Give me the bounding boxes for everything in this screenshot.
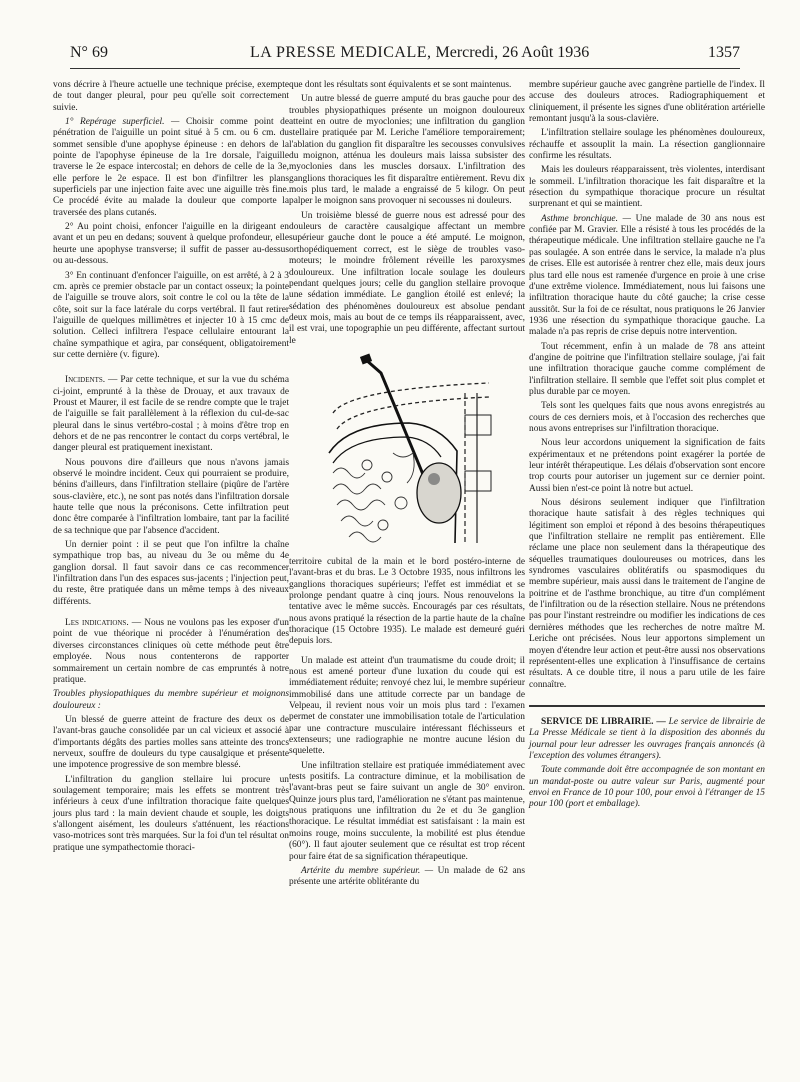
paragraph: membre supérieur gauche avec gangrène partielle de l'index. Il accuse des douleurs atroces. Radiographiquement et cliniquement, il présente les signes d'une oblitération artérielle remontant jusqu'à la sous-clavière. (529, 80, 765, 125)
paragraph: Un blessé de guerre atteint de fracture des deux os de l'avant-bras gauche consolidée par un cal vicieux et associé à d'importants dégâts des parties molles sans atteinte des troncs nerveux, souffre de douleurs du type causalgique et présente une impotence progressive de son membre blessé. (53, 714, 289, 771)
notice-paragraph: Toute commande doit être accompagnée de son montant en un mandat-poste ou autre valeur sur Paris, augmenté pour envoi en France de 10 pour 100, pour envoi à l'étranger de 15 pour 100 (port et emballage). (529, 765, 765, 810)
paragraph (53, 618, 289, 686)
paragraph: Nous leur accordons uniquement la signification de faits expérimentaux et ne prétendons point exagérer la portée de leur intérêt thérapeutique. Les délais d'observation sont encore trop courts pour autoriser un jugement sur ce dernier point. Aussi bien n'est-ce point là notre but actuel. (529, 438, 765, 494)
paragraph-lead: Asthme bronchique. — (541, 213, 631, 224)
paragraph: Mais les douleurs réapparaissent, très violentes, interdisant le sommeil. L'infiltration thoracique les fait disparaître et la résection du sympathique thoracique procure un résultat surprenant et qui se maintient. (529, 165, 765, 210)
paragraph (529, 214, 765, 339)
paragraph (53, 117, 289, 219)
paragraph-text: Un malade de 62 ans présente une artérite oblitérante du (289, 865, 525, 888)
section-lead-incidents: Incidents. — (65, 375, 118, 386)
column-right (529, 80, 765, 814)
lung-texture (333, 453, 414, 542)
paragraph: Un dernier point : il se peut que l'on infiltre la chaîne sympathique trop bas, au niveau du 3e ou même du 4e ganglion dorsal. Il faut savoir dans ce cas recommencer l'infiltration dans l'un des espaces sus-jacents ; l'injection peut, du reste, être pratiquée dans un même temps à des niveaux différents. (53, 540, 289, 607)
paragraph-lead: Artérite du membre supérieur. — (301, 865, 434, 876)
transverse-process (465, 471, 491, 491)
paragraph-text: Une malade de 30 ans nous est confiée par M. Gravier. Elle a résisté à tous les procédés de la thérapeutique médicale. Une infiltration stellaire gauche ne l'a pas soulagée. A son entrée dans le service, la malade n'a plus de crises. Elle est autorisée à rentrer chez elle, mais deux jours plus tard elle nous est ramenée d'urgence en proie à une crise d'une extrême violence. Immédiatement, nous lui faisons une infiltration thoracique haute du côté gauche; la crise cesse aussitôt. Sur la foi de ce résultat, nous pratiquons le 26 Janvier 1936 une résection du sympathique thoracique gauche. La malade n'a pas repris de crise depuis notre intervention. (529, 213, 765, 338)
paragraph-text: Choisir comme point de pénétration de l'aiguille un point situé à 5 cm. ou 6 cm. du sommet sensible d'une apophyse épineuse : en dehors de la pointe de l'apophyse épineuse de la 1re dorsale, l'aiguille traverse le 2e espace intercostal; en dehors de celle de la 3e, elle perfore le 2e espace. Il est bon d'infiltrer les plans superficiels par une injection faite avec une aiguille très fine. Ce procédé évite au malade la douleur que comporte la traversée des plans cutanés. (53, 117, 289, 218)
anatomical-figure (289, 353, 525, 551)
page-number: 1357 (708, 44, 740, 61)
journal-title (250, 44, 589, 62)
issue-number: N° 69 (70, 44, 108, 61)
paragraph: Une infiltration stellaire est pratiquée immédiatement avec tests positifs. La contracture diminue, et la mobilisation de l'avant-bras peut se faire suivant un angle de 30° environ. Quinze jours plus tard, l'amélioration ne s'étant pas maintenue, nous pratiquons une infiltration du 2e et du 3e ganglion thoracique. Le résultat immédiat est satisfaisant : la main est moins rouge, moins succulente, la mobilité est plus étendue (60°). Il faut ajouter seulement que ce résultat est trop récent pour faire état de sa signification thérapeutique. (289, 760, 525, 862)
bookshop-notice (529, 705, 765, 811)
paragraph: Un troisième blessé de guerre nous est adressé pour des douleurs de caractère causalgique affectant un membre supérieur gauche dont le pouce a été amputé. Le moignon, orthopédiquement correct, est le siège de troubles vaso-moteurs; le moindre frôlement réveille les paroxysmes douloureux. Une infiltration locale soulage les douleurs pendant quelques jours; celle du ganglion stellaire provoque une sédation immédiate. Le ganglion étoilé est enlevé; la sédation des phénomènes douloureux est absolue pendant deux mois, mais au bout de ce temps ils réapparaissent, avec, il est vrai, une topographie un peu différente, affectant surtout le (289, 210, 525, 346)
paragraph: Nous désirons seulement indiquer que l'infiltration thoracique haute satisfait à des règles techniques qui légitiment son emploi et répond à des besoins thérapeutiques que l'infiltration stellaire ne remplit pas entièrement. Elle réclame une place non seulement dans la thérapeutique des séquelles traumatiques douloureuses ou motrices, dans les syndromes vasculaires oblitératifs ou spasmodiques du membre supérieur, mais aussi dans le traitement de l'angine de poitrine et de l'asthme bronchique, au titre d'un complément de l'infiltration ou de la résection stellaire. Nous ne prétendons pas pour l'instant restreindre ou modifier les indications de ces dernières méthodes que les recherches de notre maître M. Leriche ont précisées. Nous leur apportons simplement un moyen d'étendre leur action et peut-être aussi nos observations représentent-elles une explication à l'insuffisance de certains résultats. A ce double titre, il nous a paru utile de les faire connaître. (529, 498, 765, 690)
paragraph: que dont les résultats sont équivalents et se sont maintenus. (289, 80, 512, 90)
paragraph: Un malade est atteint d'un traumatisme du coude droit; il nous est amené porteur d'une luxation du coude qui est immédiatement réduite; renvoyé chez lui, le membre supérieur immobilisé dans une attitude correcte par un bandage de Velpeau, il revient nous voir un mois plus tard : l'examen permet de constater une immobilisation totale de l'articulation par une contracture musculaire intéressant fléchisseurs et extenseurs; une radiographie ne montre aucune lésion du squelette. (289, 655, 525, 757)
paragraph: 3° En continuant d'enfoncer l'aiguille, on est arrêté, à 2 à 3 cm. après ce premier obstacle par un contact osseux; la pointe de l'aiguille se trouve alors, soit contre le col ou la tête de la côte, soit sur la face latérale du corps vertébral. Il faut retirer l'aiguille de quelques millimètres et injecter 10 à 15 cmc de solution. Celleci infiltrera l'espace cellulaire entourant la chaîne sympathique et agira, par conséquent, obligatoirement sur cette dernière (v. figure). (53, 270, 289, 360)
notice-title: SERVICE DE LIBRAIRIE. — (541, 716, 666, 727)
section-lead-indications: Les indications. — (65, 618, 142, 629)
paragraph: L'infiltration stellaire soulage les phénomènes douloureux, réchauffe et assouplit la main. La résection ganglionnaire confirme les résultats. (529, 128, 765, 162)
column-middle (289, 80, 525, 892)
vertebral-body (417, 463, 461, 523)
transverse-process (465, 415, 491, 435)
paragraph: Tels sont les quelques faits que nous avons enregistrés au cours de ces derniers mois, et à l'occasion des recherches que nous avons entreprises sur l'infiltration thoracique. (529, 401, 765, 434)
paragraph (289, 866, 525, 889)
column-left (53, 80, 289, 857)
paragraph: Nous pouvons dire d'ailleurs que nous n'avons jamais observé le moindre incident. Ceux qui pourraient se produire, bénins d'ailleurs, dans l'infiltration stellaire (piqûre de l'artère sous-clavière, etc.), ne sont pas notés dans l'infiltration dorsale haute telle que nous la préconisons. Cette infiltration peut donc être comparée à l'infiltration lombaire, tant par la facilité de sa technique que par l'absence d'accident. (53, 457, 289, 536)
notice-text: Le service de librairie de La Presse Médicale se tient à la disposition des abonnés du journal pour leur adresser les ouvrages français annoncés (à l'exception des volumes étrangers). (529, 716, 766, 761)
rib-contour (333, 437, 441, 463)
notice-paragraph (529, 717, 765, 762)
paragraph: vons décrire à l'heure actuelle une technique précise, exempte de tout danger pleural, pour peu qu'elle soit correctement suivie. (53, 80, 289, 113)
paragraph-lead: 1° Repérage superficiel. — (65, 117, 180, 128)
section-subheading: Troubles physiopathiques du membre supérieur et moignons douloureux : (53, 689, 289, 711)
paragraph: L'infiltration du ganglion stellaire lui procure un soulagement temporaire; mais les effets se montrent très inférieurs à ceux d'une infiltration thoracique faite quelques jours plus tard : la main devient chaude et souple, les doigts s'allongent aisément, les douleurs s'atténuent, les réactions vaso-motrices sont très marquées. Sur la foi d'un tel résultat on pratique une sympathectomie thoraci- (53, 774, 289, 853)
journal-name: LA PRESSE MEDICALE, (250, 44, 432, 61)
sympathetic-ganglion (428, 473, 440, 485)
paragraph-text: Nous ne voulons pas les exposer d'un point de vue théorique ni procéder à l'énumération des diverses circonstances cliniques où cette méthode peut être employée. Nous nous contenterons de rapporter sommairement un certain nombre de cas empruntés à notre pratique. (53, 618, 289, 685)
pleura-outline (337, 397, 489, 429)
page-header (70, 44, 740, 69)
paragraph (53, 375, 289, 454)
paragraph: 2° Au point choisi, enfoncer l'aiguille en la dirigeant en avant et un peu en dedans; souvent à quelque profondeur, elle heurte une apophyse transverse; il suffit de passer au-dessus ou au-dessous. (53, 222, 289, 267)
issue-date: Mercredi, 26 Août 1936 (435, 44, 590, 61)
paragraph: Tout récemment, enfin à un malade de 78 ans atteint d'angine de poitrine que l'infiltration stellaire soulage, j'ai fait une infiltration thoracique gauche comme complément de l'infiltration stellaire. Il semble que l'effet soit plus complet et plus durable par ce moyen. (529, 341, 765, 397)
paragraph: territoire cubital de la main et le bord postéro-interne de l'avant-bras et du bras. Le 3 Octobre 1935, nous infiltrons les ganglions thoraciques supérieurs; l'effet est immédiat et se prolonge pendant quatre à cinq jours. Nous renouvelons la tentative avec le même succès. Encouragés par ces résultats, nous avons pratiqué la résection de la partie haute de la chaîne thoracique (15 Octobre 1935). Le malade est demeuré guéri depuis lors. (289, 556, 525, 647)
needle-schematic-drawing (289, 353, 525, 551)
paragraph-text: Par cette technique, et sur la vue du schéma ci-joint, emprunté à la thèse de Drouay, et aux travaux de Proust et Maurer, il est facile de se rendre compte que le trajet de l'aiguille se fait parallèlement à la réflexion du cul-de-sac pleural dans le sinus vertébro-costal ; à moins d'être trop en dehors et de ne pas rencontrer le contact du corps vertébral, le danger pleural est pratiquement inexistant. (53, 375, 289, 454)
paragraph: Un autre blessé de guerre amputé du bras gauche pour des troubles physiopathiques présente un moignon douloureux atteint en outre de myoclonies; une infiltration du ganglion stellaire pratiquée par M. Leriche l'améliore temporairement; l'ablation du ganglion fit disparaître les secousses convulsives du moignon, atténua les douleurs mais laissa subsister des myoclonies dans les muscles dorsaux. L'infiltration des ganglions thoraciques les fit disparaître entièrement. Revu dix mois plus tard, le malade a engraissé de 5 kilogr. On peut palper le moignon sans provoquer ni secousses ni douleurs. (289, 94, 525, 207)
